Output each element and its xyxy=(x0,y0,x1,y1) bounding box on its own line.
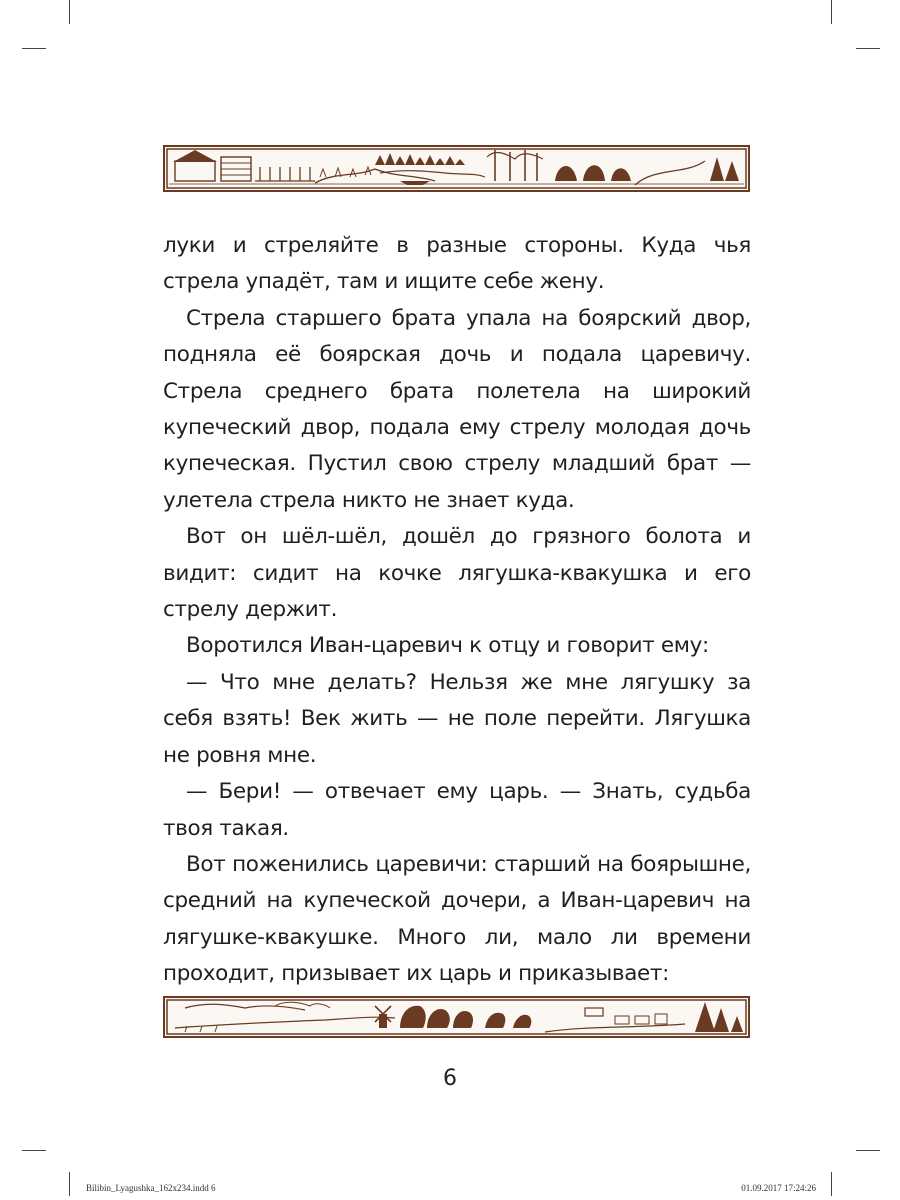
crop-mark xyxy=(69,1172,70,1196)
bottom-landscape-ornament xyxy=(163,996,750,1038)
page-number: 6 xyxy=(443,1066,457,1091)
slug-filename: Bilibin_Lyagushka_162x234.indd 6 xyxy=(86,1183,216,1193)
paragraph: Вот он шёл-шёл, дошёл до грязного болота и видит: сидит на кочке лягушка-квакушка и его стрелу держит. xyxy=(163,524,751,623)
top-landscape-ornament xyxy=(163,145,750,192)
story-text xyxy=(163,228,751,993)
paragraph: Вот поженились царевичи: старший на боярышне, средний на купеческой дочери, а Иван-царевич на лягушке-квакушке. Много ли, мало ли времени проходит, призывает их царь и приказывает: xyxy=(163,851,751,987)
crop-mark xyxy=(831,1172,832,1196)
crop-mark xyxy=(856,1150,880,1151)
paragraph: Стрела старшего брата упала на боярский двор, подняла её боярская дочь и подала царевичу. Стрела среднего брата полетела на широкий купеческий двор, подала ему стрелу молодая дочь купеческая. Пустил свою стрелу младший брат — улетела стрела никто не знает куда. xyxy=(163,305,751,513)
paragraph: — Бери! — отвечает ему царь. — Знать, судьба твоя такая. xyxy=(163,779,751,841)
paragraph: — Что мне делать? Нельзя же мне лягушку за себя взять! Век жить — не поле перейти. Лягушка не ровня мне. xyxy=(163,669,751,768)
slug-timestamp: 01.09.2017 17:24:26 xyxy=(741,1183,816,1193)
crop-mark xyxy=(69,0,70,24)
crop-mark xyxy=(831,0,832,24)
crop-mark xyxy=(22,1150,46,1151)
paragraph: луки и стреляйте в разные стороны. Куда чья стрела упадёт, там и ищите себе жену. xyxy=(163,233,751,295)
crop-mark xyxy=(856,48,880,49)
paragraph: Воротился Иван-царевич к отцу и говорит ему: xyxy=(186,633,709,659)
crop-mark xyxy=(22,48,46,49)
